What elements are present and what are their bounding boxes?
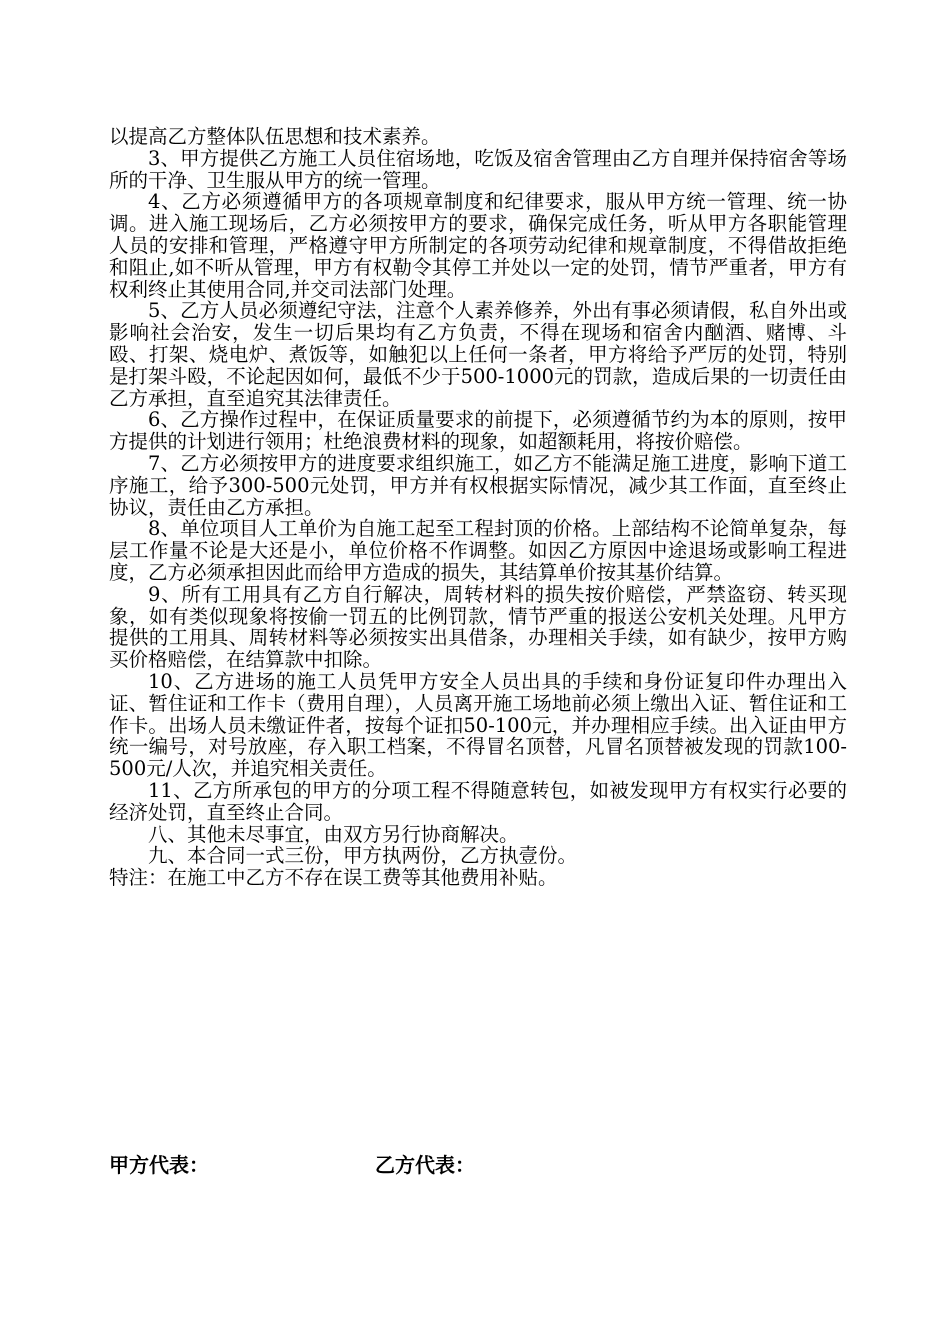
party-b-representative-label: 乙方代表： [375, 1153, 475, 1177]
clause-4: 4、乙方必须遵循甲方的各项规章制度和纪律要求，服从甲方统一管理、统一协调。进入施工现场后，乙方必须按甲方的要求，确保完成任务，听从甲方各职能管理人员的安排和管理，严格遵守甲方所制定的各项劳动纪律和规章制度，不得借故拒绝和阻止,如不听从管理，甲方有权勒令其停工并处以一定的处罚，情节严重者，甲方有权利终止其使用合同,并交司法部门处理。 [109, 190, 847, 301]
paragraph-intro-continuation: 以提高乙方整体队伍思想和技术素养。 [109, 125, 441, 148]
clause-11: 11、乙方所承包的甲方的分项工程不得随意转包，如被发现甲方有权实行必要的经济处罚，直至终止合同。 [109, 778, 847, 824]
section-9: 九、本合同一式三份，甲方执两份，乙方执壹份。 [148, 844, 578, 868]
contract-body [109, 126, 847, 889]
clause-9: 9、所有工用具有乙方自行解决，周转材料的损失按价赔偿，严禁盗窃、转买现象，如有类似现象将按偷一罚五的比例罚款，情节严重的报送公安机关处理。凡甲方提供的工用具、周转材料等必须按实出具借条，办理相关手续，如有缺少，按甲方购买价格赔偿，在结算款中扣除。 [109, 582, 847, 672]
clause-3: 3、甲方提供乙方施工人员住宿场地，吃饭及宿舍管理由乙方自理并保持宿舍等场所的干净、卫生服从甲方的统一管理。 [109, 146, 847, 192]
section-8: 八、其他未尽事宜，由双方另行协商解决。 [148, 822, 519, 846]
clause-6: 6、乙方操作过程中，在保证质量要求的前提下，必须遵循节约为本的原则，按甲方提供的计划进行领用；杜绝浪费材料的现象，如超额耗用，将按价赔偿。 [109, 408, 847, 454]
party-a-representative-label: 甲方代表： [109, 1153, 209, 1177]
clause-7: 7、乙方必须按甲方的进度要求组织施工，如乙方不能满足施工进度，影响下道工序施工，给予300-500元处罚，甲方并有权根据实际情况，减少其工作面，直至终止协议，责任由乙方承担。 [109, 451, 847, 519]
clause-5: 5、乙方人员必须遵纪守法，注意个人素养修养，外出有事必须请假，私自外出或影响社会治安，发生一切后果均有乙方负责，不得在现场和宿舍内酗酒、赌博、斗殴、打架、烧电炉、煮饭等，如触犯以上任何一条者，甲方将给予严厉的处罚，特别是打架斗殴，不论起因如何，最低不少于500-1000元的罚款，造成后果的一切责任由乙方承担，直至追究其法律责任。 [109, 299, 847, 410]
special-note: 特注：在施工中乙方不存在误工费等其他费用补贴。 [109, 866, 558, 890]
clause-10: 10、乙方进场的施工人员凭甲方安全人员出具的手续和身份证复印件办理出入证、暂住证和工作卡（费用自理），人员离开施工场地前必须上缴出入证、暂住证和工作卡。出场人员未缴证件者，按每个证扣50-100元，并办理相应手续。出入证由甲方统一编号，对号放座，存入职工档案，不得冒名顶替，凡冒名顶替被发现的罚款100-500元/人次，并追究相关责任。 [109, 669, 847, 781]
clause-8: 8、单位项目人工单价为自施工起至工程封顶的价格。上部结构不论简单复杂，每层工作量不论是大还是小，单位价格不作调整。如因乙方原因中途退场或影响工程进度，乙方必须承担因此而给甲方造成的损失，其结算单价按其基价结算。 [109, 517, 847, 584]
